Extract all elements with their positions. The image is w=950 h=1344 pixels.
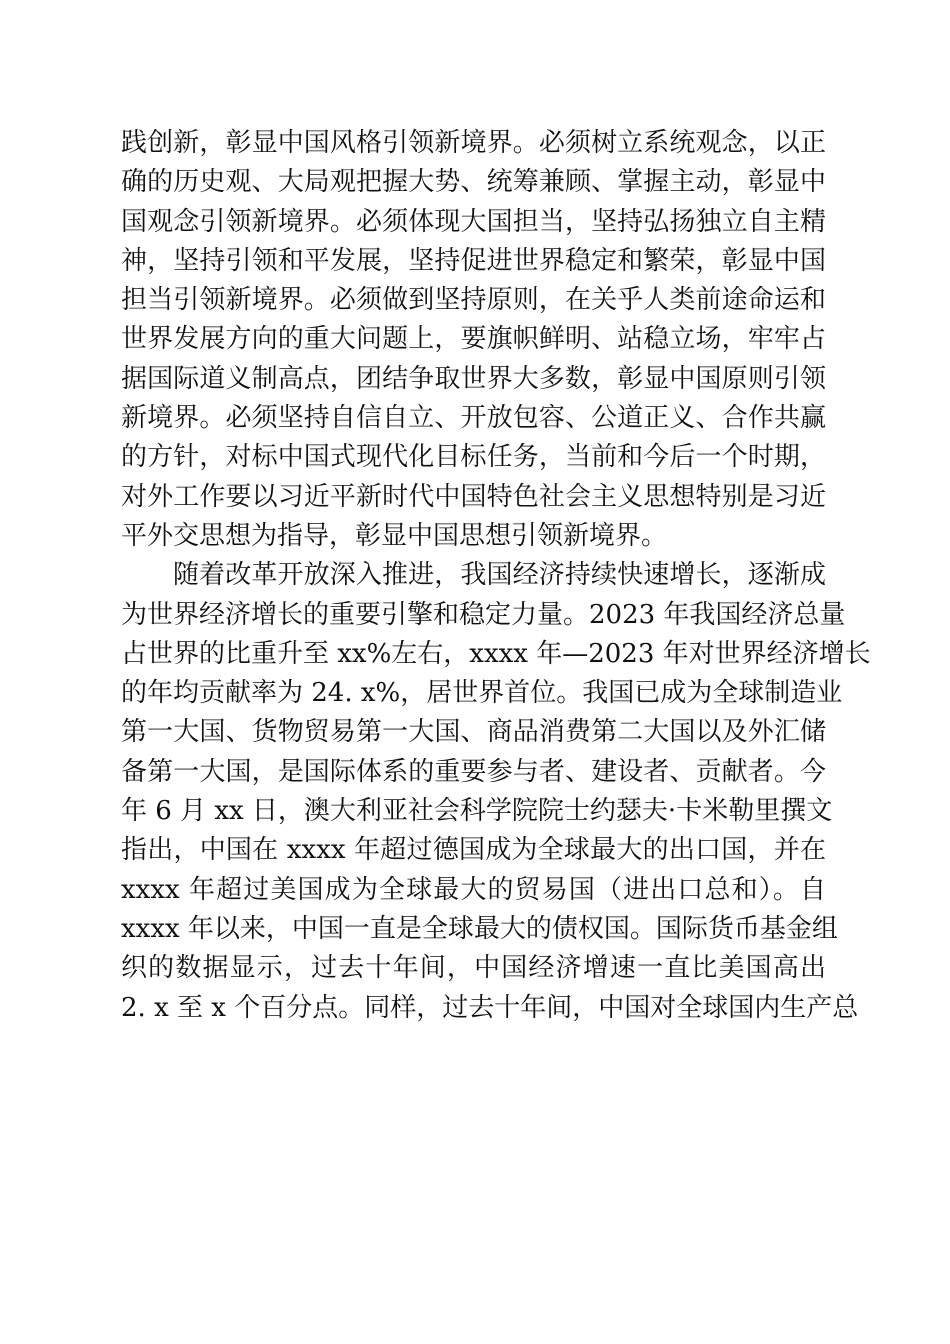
text-line: 对外工作要以习近平新时代中国特色社会主义思想特别是习近 <box>121 481 826 512</box>
text-line: 世界发展方向的重大问题上，要旗帜鲜明、站稳立场，牢牢占 <box>121 324 826 355</box>
text-line: 新境界。必须坚持自信自立、开放包容、公道正义、合作共赢 <box>121 403 826 434</box>
paragraph-1 <box>121 124 826 556</box>
text-line: 年 6 月 xx 日，澳大利亚社会科学院院士约瑟夫·卡米勒里撰文 <box>121 796 833 827</box>
text-line: 的年均贡献率为 24. x%，居世界首位。我国已成为全球制造业 <box>121 678 843 709</box>
text-line: 随着改革开放深入推进，我国经济持续快速增长，逐渐成 <box>173 560 826 591</box>
text-line: xxxx 年超过美国成为全球最大的贸易国（进出口总和）。自 <box>121 874 826 905</box>
text-line: 确的历史观、大局观把握大势、统筹兼顾、掌握主动，彰显中 <box>121 167 826 198</box>
text-line: 神，坚持引领和平发展，坚持促进世界稳定和繁荣，彰显中国 <box>121 245 826 276</box>
text-line: 为世界经济增长的重要引擎和稳定力量。2023 年我国经济总量 <box>121 599 846 630</box>
text-line: 占世界的比重升至 xx%左右，xxxx 年—2023 年对世界经济增长 <box>121 638 871 669</box>
text-line: 第一大国、货物贸易第一大国、商品消费第二大国以及外汇储 <box>121 717 826 748</box>
text-line: 织的数据显示，过去十年间，中国经济增速一直比美国高出 <box>121 953 826 984</box>
text-line: 的方针，对标中国式现代化目标任务，当前和今后一个时期， <box>121 442 826 473</box>
text-line: xxxx 年以来，中国一直是全球最大的债权国。国际货币基金组 <box>121 913 838 944</box>
document-body <box>121 124 871 1028</box>
text-line: 据国际道义制高点，团结争取世界大多数，彰显中国原则引领 <box>121 363 826 394</box>
text-line: 备第一大国，是国际体系的重要参与者、建设者、贡献者。今 <box>121 756 826 787</box>
text-line: 指出，中国在 xxxx 年超过德国成为全球最大的出口国，并在 <box>121 835 826 866</box>
text-line: 担当引领新境界。必须做到坚持原则，在关乎人类前途命运和 <box>121 285 826 316</box>
text-line: 平外交思想为指导，彰显中国思想引领新境界。 <box>121 520 668 551</box>
paragraph-2 <box>121 556 871 1028</box>
text-line: 国观念引领新境界。必须体现大国担当，坚持弘扬独立自主精 <box>121 206 826 237</box>
text-line: 践创新，彰显中国风格引领新境界。必须树立系统观念，以正 <box>121 128 826 158</box>
text-line: 2. x 至 x 个百分点。同样，过去十年间，中国对全球国内生产总 <box>121 992 859 1023</box>
